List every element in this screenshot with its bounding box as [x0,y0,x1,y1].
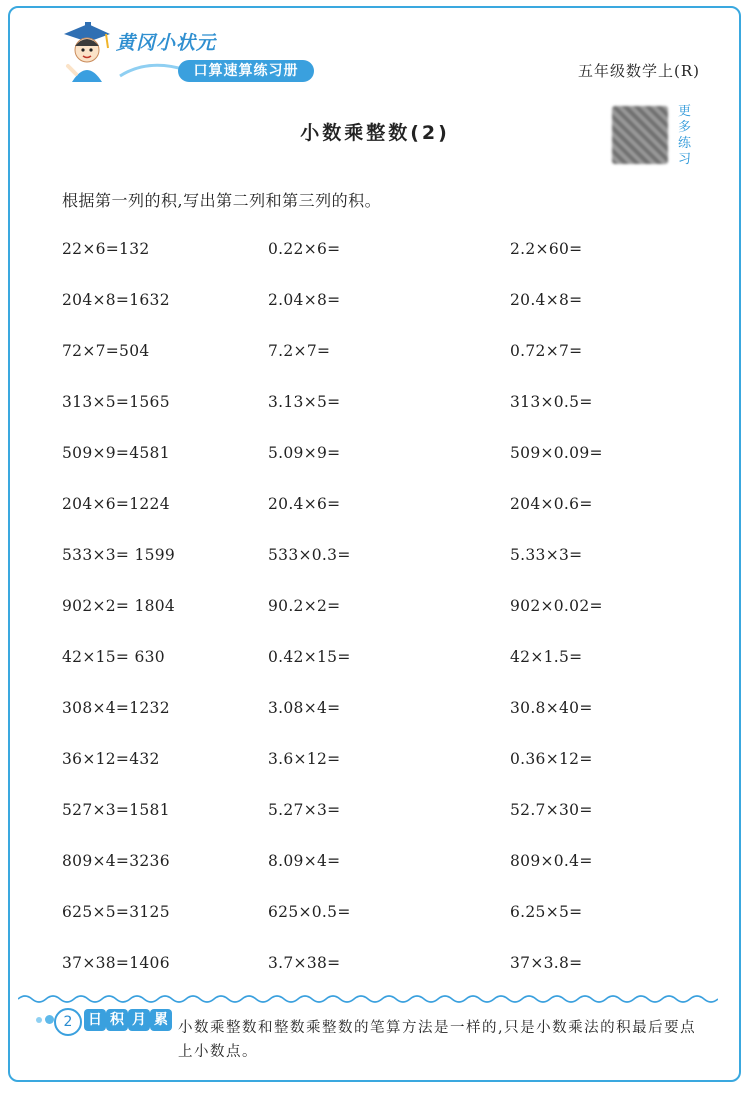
exercise-item: 30.8×40= [510,699,593,717]
series-label: 口算速算练习册 [178,60,314,82]
exercise-row [0,291,750,315]
exercise-item: 0.22×6= [268,240,341,258]
qr-code-image[interactable] [612,106,668,164]
wave-divider [18,993,718,1005]
footer-tag: 日 [84,1009,106,1031]
exercise-item: 20.4×8= [510,291,583,309]
given-product: 809×4=3236 [62,852,170,870]
exercise-item: 3.7×38= [268,954,341,972]
given-product: 37×38=1406 [62,954,170,972]
exercise-row [0,546,750,570]
given-product: 36×12=432 [62,750,160,768]
exercise-row [0,903,750,927]
footer-tag: 月 [128,1009,150,1031]
exercise-row [0,750,750,774]
page-number: 2 [54,1008,82,1036]
exercise-item: 2.2×60= [510,240,583,258]
exercise-item: 0.72×7= [510,342,583,360]
exercise-item: 5.27×3= [268,801,341,819]
given-product: 902×2= 1804 [62,597,176,615]
exercise-item: 52.7×30= [510,801,593,819]
grade-label: 五年级数学上(R) [578,62,700,80]
exercise-row [0,648,750,672]
exercise-item: 0.36×12= [510,750,593,768]
exercise-row [0,495,750,519]
given-product: 22×6=132 [62,240,150,258]
exercise-item: 7.2×7= [268,342,331,360]
given-product: 308×4=1232 [62,699,170,717]
exercise-row [0,801,750,825]
footer-tag: 积 [106,1009,128,1031]
given-product: 42×15= 630 [62,648,165,666]
exercise-item: 809×0.4= [510,852,593,870]
decor-dot [36,1017,42,1023]
exercise-item: 3.6×12= [268,750,341,768]
exercise-row [0,597,750,621]
given-product: 204×8=1632 [62,291,170,309]
exercise-item: 3.13×5= [268,393,341,411]
exercise-item: 8.09×4= [268,852,341,870]
exercise-item: 204×0.6= [510,495,593,513]
exercise-item: 0.42×15= [268,648,351,666]
given-product: 509×9=4581 [62,444,170,462]
exercise-item: 533×0.3= [268,546,351,564]
exercise-item: 90.2×2= [268,597,341,615]
decor-dot [45,1015,54,1024]
exercise-item: 20.4×6= [268,495,341,513]
exercise-item: 6.25×5= [510,903,583,921]
exercise-item: 509×0.09= [510,444,603,462]
exercise-row [0,393,750,417]
footer-tag: 累 [150,1009,172,1031]
given-product: 313×5=1565 [62,393,170,411]
exercise-item: 2.04×8= [268,291,341,309]
instruction-text: 根据第一列的积,写出第二列和第三列的积。 [62,191,382,210]
exercise-row [0,240,750,264]
series-logo [58,20,318,88]
given-product: 625×5=3125 [62,903,170,921]
brand-name: 黄冈小状元 [116,32,217,54]
given-product: 72×7=504 [62,342,150,360]
exercise-item: 3.08×4= [268,699,341,717]
exercise-row [0,342,750,366]
exercise-item: 5.33×3= [510,546,583,564]
given-product: 204×6=1224 [62,495,170,513]
more-practice-label: 更多练习 [678,104,692,167]
exercise-item: 313×0.5= [510,393,593,411]
exercise-item: 37×3.8= [510,954,583,972]
given-product: 533×3= 1599 [62,546,176,564]
given-product: 527×3=1581 [62,801,170,819]
exercise-row [0,444,750,468]
tip-text: 小数乘整数和整数乘整数的笔算方法是一样的,只是小数乘法的积最后要点上小数点。 [178,1020,697,1060]
page-title: 小数乘整数(2) [300,122,450,144]
exercise-row [0,954,750,978]
mascot-icon [58,20,114,84]
exercise-item: 42×1.5= [510,648,583,666]
exercise-item: 902×0.02= [510,597,603,615]
exercise-item: 625×0.5= [268,903,351,921]
exercise-row [0,852,750,876]
exercise-item: 5.09×9= [268,444,341,462]
exercise-row [0,699,750,723]
